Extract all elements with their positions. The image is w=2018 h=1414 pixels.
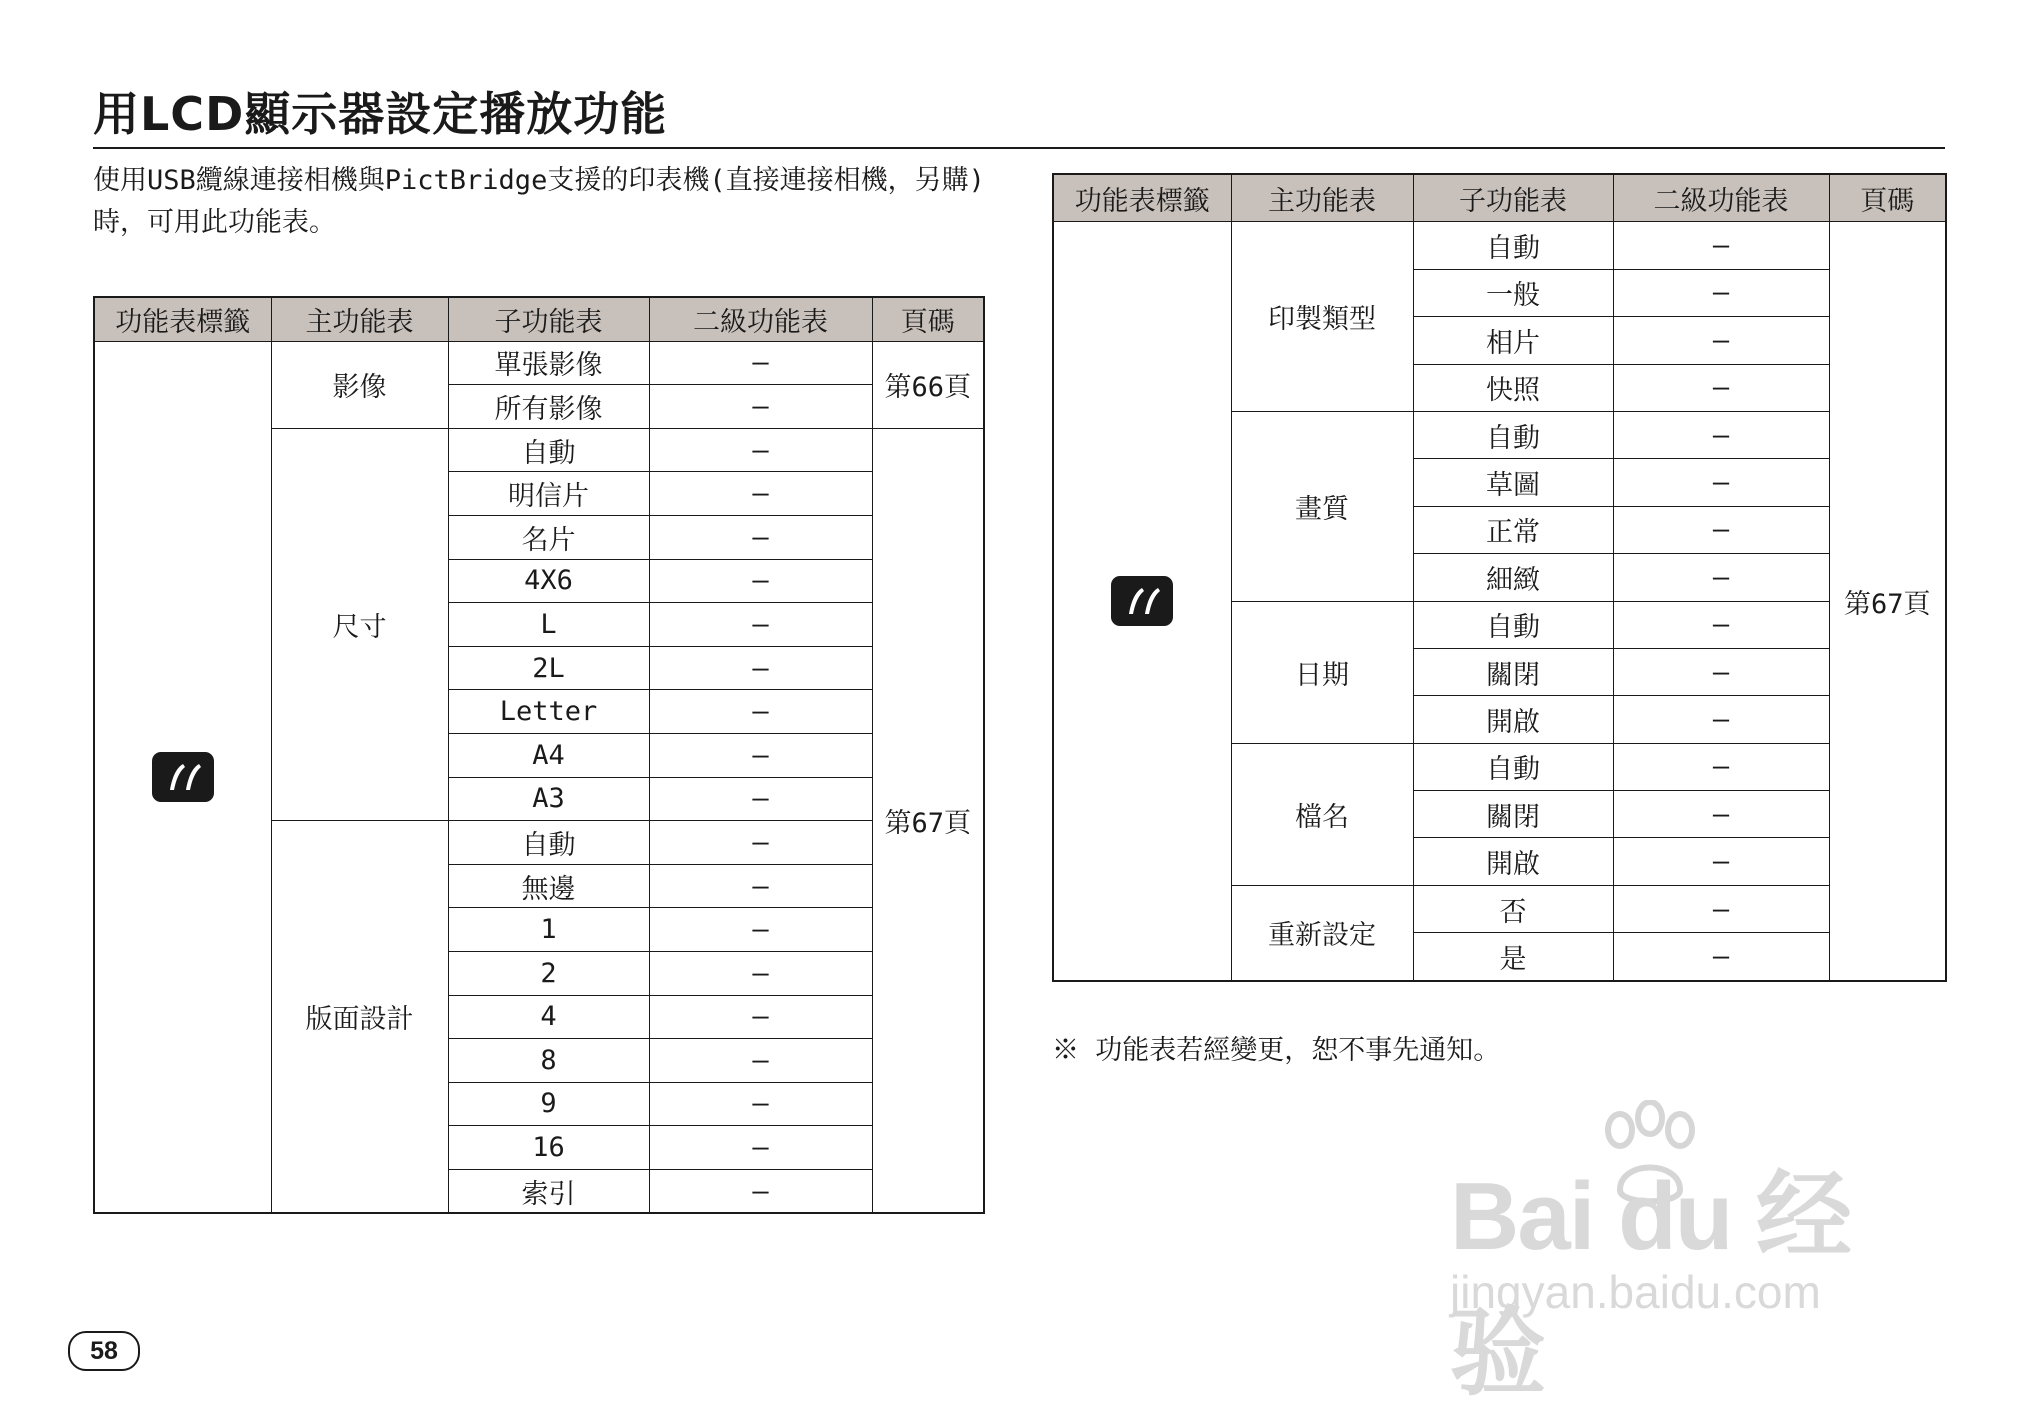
secondary-cell: – <box>649 777 872 821</box>
sub-menu-cell: 自動 <box>1413 222 1613 269</box>
watermark-url: jingyan.baidu.com <box>1450 1266 1821 1318</box>
sub-menu-cell: 1 <box>448 908 649 952</box>
secondary-cell: – <box>1613 222 1829 269</box>
table-row <box>1053 222 1946 269</box>
sub-menu-cell: 一般 <box>1413 269 1613 316</box>
secondary-cell: – <box>649 603 872 647</box>
secondary-cell: – <box>1613 838 1829 885</box>
table-row <box>94 341 984 385</box>
footnote: ※ 功能表若經變更，恕不事先通知。 <box>1052 1035 1501 1066</box>
secondary-cell: – <box>1613 933 1829 981</box>
sub-menu-cell: 相片 <box>1413 317 1613 364</box>
secondary-cell: – <box>1613 459 1829 506</box>
watermark-logo: Bai du 经验 <box>1450 1163 1851 1407</box>
page-cell: 第66頁 <box>872 341 984 428</box>
secondary-cell: – <box>649 472 872 516</box>
main-menu-cell: 印製類型 <box>1231 222 1413 412</box>
sub-menu-cell: 否 <box>1413 885 1613 932</box>
sub-menu-cell: 4 <box>448 995 649 1039</box>
sub-menu-cell: A4 <box>448 733 649 777</box>
secondary-cell: – <box>1613 269 1829 316</box>
page-number: 58 <box>68 1331 140 1371</box>
sub-menu-cell: 是 <box>1413 933 1613 981</box>
sub-menu-cell: 關閉 <box>1413 791 1613 838</box>
sub-menu-cell: 正常 <box>1413 506 1613 553</box>
sub-menu-cell: 開啟 <box>1413 696 1613 743</box>
sub-menu-cell: A3 <box>448 777 649 821</box>
secondary-cell: – <box>649 385 872 429</box>
menu-tab-cell <box>1053 222 1231 981</box>
header-secondary-menu: 二級功能表 <box>649 297 872 341</box>
sub-menu-cell: 4X6 <box>448 559 649 603</box>
watermark <box>1440 1100 1920 1407</box>
header-menu-tab: 功能表標籤 <box>94 297 271 341</box>
right-menu-table <box>1052 173 1947 982</box>
sub-menu-cell: 名片 <box>448 515 649 559</box>
sub-menu-cell: 自動 <box>1413 601 1613 648</box>
main-menu-cell: 版面設計 <box>271 821 448 1214</box>
sub-menu-cell: L <box>448 603 649 647</box>
menu-tab-cell <box>94 341 271 1213</box>
header-main-menu: 主功能表 <box>271 297 448 341</box>
secondary-cell: – <box>1613 743 1829 790</box>
secondary-cell: – <box>1613 791 1829 838</box>
header-secondary-menu: 二級功能表 <box>1613 174 1829 222</box>
sub-menu-cell: 草圖 <box>1413 459 1613 506</box>
sub-menu-cell: 自動 <box>448 821 649 865</box>
header-menu-tab: 功能表標籤 <box>1053 174 1231 222</box>
secondary-cell: – <box>649 428 872 472</box>
sub-menu-cell: 單張影像 <box>448 341 649 385</box>
header-main-menu: 主功能表 <box>1231 174 1413 222</box>
header-page: 頁碼 <box>872 297 984 341</box>
sub-menu-cell: 8 <box>448 1039 649 1083</box>
table-header-row <box>1053 174 1946 222</box>
sub-menu-cell: 明信片 <box>448 472 649 516</box>
secondary-cell: – <box>649 341 872 385</box>
secondary-cell: – <box>649 690 872 734</box>
main-menu-cell: 重新設定 <box>1231 885 1413 980</box>
secondary-cell: – <box>649 951 872 995</box>
secondary-cell: – <box>1613 885 1829 932</box>
sub-menu-cell: 16 <box>448 1126 649 1170</box>
secondary-cell: – <box>649 733 872 777</box>
title-divider <box>93 147 1945 149</box>
table-header-row <box>94 297 984 341</box>
header-sub-menu: 子功能表 <box>448 297 649 341</box>
page-cell: 第67頁 <box>1829 222 1946 981</box>
main-menu-cell: 畫質 <box>1231 411 1413 601</box>
playback-print-icon <box>152 752 214 802</box>
secondary-cell: – <box>1613 648 1829 695</box>
sub-menu-cell: 自動 <box>1413 743 1613 790</box>
intro-text: 使用USB纜線連接相機與PictBridge支援的印表機(直接連接相機，另購)時，可用此功能表。 <box>93 165 985 238</box>
header-page: 頁碼 <box>1829 174 1946 222</box>
sub-menu-cell: 開啟 <box>1413 838 1613 885</box>
left-menu-table <box>93 296 985 1214</box>
sub-menu-cell: 無邊 <box>448 864 649 908</box>
playback-print-icon <box>1111 576 1173 626</box>
sub-menu-cell: 2 <box>448 951 649 995</box>
secondary-cell: – <box>649 515 872 559</box>
secondary-cell: – <box>1613 601 1829 648</box>
sub-menu-cell: 快照 <box>1413 364 1613 411</box>
sub-menu-cell: 9 <box>448 1082 649 1126</box>
sub-menu-cell: 關閉 <box>1413 648 1613 695</box>
secondary-cell: – <box>649 995 872 1039</box>
secondary-cell: – <box>1613 506 1829 553</box>
secondary-cell: – <box>649 1126 872 1170</box>
main-menu-cell: 影像 <box>271 341 448 428</box>
sub-menu-cell: 索引 <box>448 1169 649 1213</box>
secondary-cell: – <box>649 646 872 690</box>
secondary-cell: – <box>1613 364 1829 411</box>
secondary-cell: – <box>649 908 872 952</box>
main-menu-cell: 檔名 <box>1231 743 1413 885</box>
page-title: 用LCD顯示器設定播放功能 <box>93 87 668 141</box>
header-sub-menu: 子功能表 <box>1413 174 1613 222</box>
secondary-cell: – <box>1613 554 1829 601</box>
sub-menu-cell: 自動 <box>1413 411 1613 458</box>
secondary-cell: – <box>649 559 872 603</box>
secondary-cell: – <box>649 1082 872 1126</box>
sub-menu-cell: 所有影像 <box>448 385 649 429</box>
main-menu-cell: 日期 <box>1231 601 1413 743</box>
secondary-cell: – <box>1613 411 1829 458</box>
secondary-cell: – <box>649 864 872 908</box>
secondary-cell: – <box>649 1169 872 1213</box>
page-cell: 第67頁 <box>872 428 984 1213</box>
sub-menu-cell: 細緻 <box>1413 554 1613 601</box>
sub-menu-cell: Letter <box>448 690 649 734</box>
secondary-cell: – <box>649 821 872 865</box>
sub-menu-cell: 2L <box>448 646 649 690</box>
secondary-cell: – <box>649 1039 872 1083</box>
sub-menu-cell: 自動 <box>448 428 649 472</box>
main-menu-cell: 尺寸 <box>271 428 448 820</box>
secondary-cell: – <box>1613 696 1829 743</box>
secondary-cell: – <box>1613 317 1829 364</box>
